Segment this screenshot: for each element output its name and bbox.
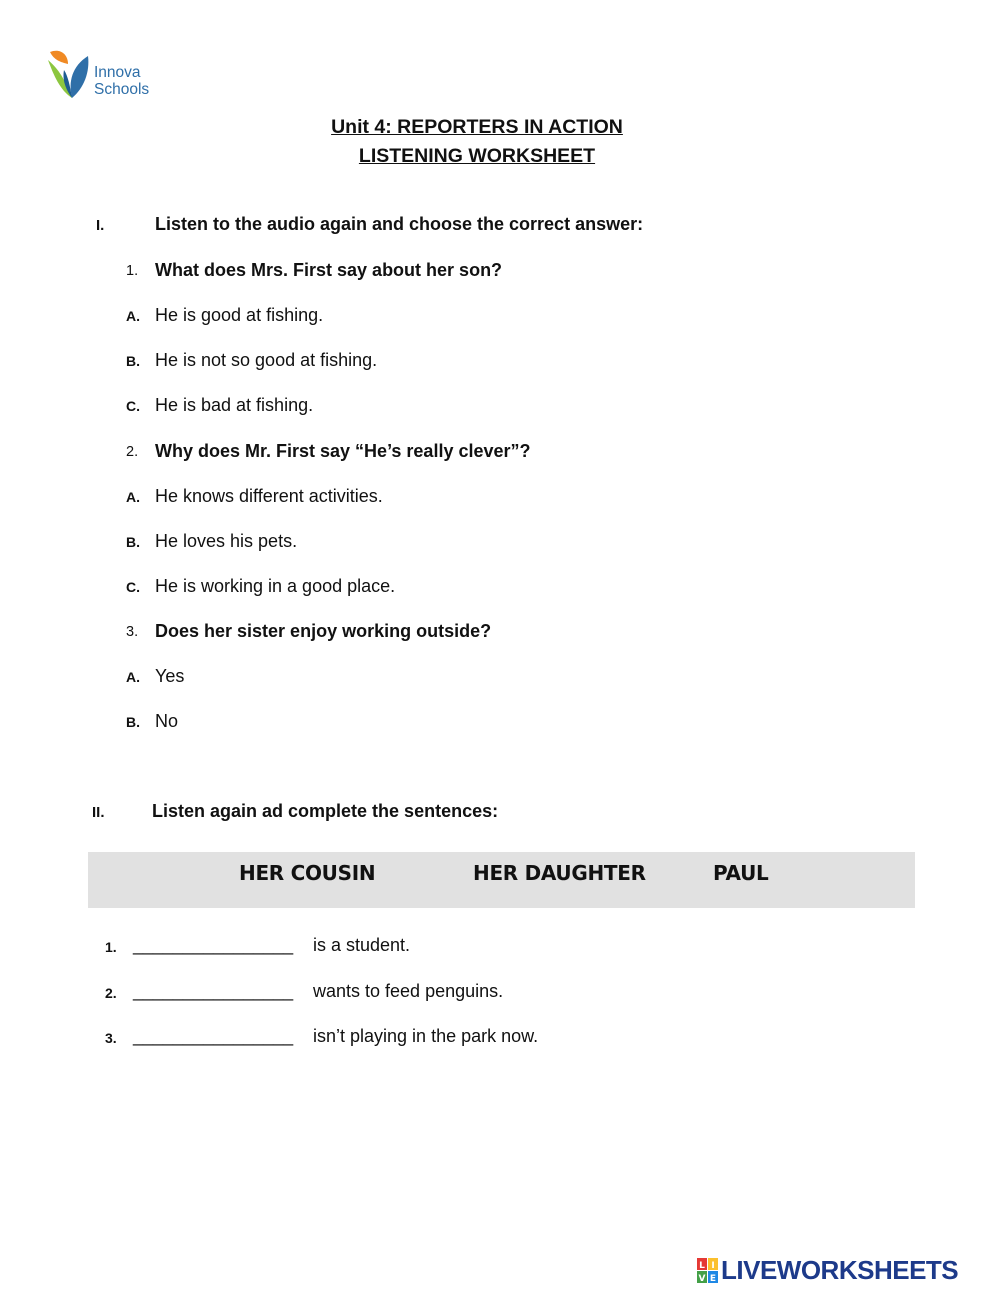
q2-option-c-letter: C. — [126, 579, 140, 595]
word-bank-item[interactable]: HER DAUGHTER — [473, 861, 646, 885]
question-1-text: What does Mrs. First say about her son? — [155, 260, 503, 280]
question-3-number: 3. — [126, 624, 139, 640]
sentence-1-text: is a student. — [313, 935, 411, 955]
word-bank-item[interactable]: PAUL — [713, 861, 769, 885]
badge-letter: V — [698, 1274, 706, 1284]
liveworksheets-wordmark: LIVEWORKSHEETS — [721, 1255, 959, 1285]
sentence-1-number: 1. — [105, 939, 117, 955]
q3-option-a[interactable]: Yes — [155, 666, 185, 686]
q3-option-b[interactable]: No — [155, 711, 179, 731]
badge-letter: E — [709, 1274, 717, 1284]
sentence-1-blank[interactable]: ________________ — [133, 935, 294, 955]
question-1-number: 1. — [126, 263, 139, 279]
word-bank — [88, 852, 915, 908]
section-1-instruction: Listen to the audio again and choose the correct answer: — [155, 214, 644, 234]
sentence-3-text: isn’t playing in the park now. — [313, 1026, 539, 1046]
q2-option-b-letter: B. — [126, 534, 140, 550]
q1-option-c[interactable]: He is bad at fishing. — [155, 395, 314, 415]
sentence-2-number: 2. — [105, 985, 117, 1001]
q1-option-c-letter: C. — [126, 398, 140, 414]
sentence-3-blank[interactable]: ________________ — [133, 1026, 294, 1046]
q1-option-b-letter: B. — [126, 353, 140, 369]
innova-schools-logo — [46, 46, 161, 102]
q2-option-a[interactable]: He knows different activities. — [155, 486, 383, 506]
section-2-number: II. — [92, 804, 105, 821]
liveworksheets-badge-icon — [697, 1258, 719, 1284]
badge-letter: L — [699, 1261, 705, 1271]
badge-letter: I — [711, 1261, 715, 1271]
section-2-instruction: Listen again ad complete the sentences: — [152, 801, 499, 821]
section-1-number: I. — [96, 217, 105, 234]
q1-option-b[interactable]: He is not so good at fishing. — [155, 350, 378, 370]
question-2-number: 2. — [126, 444, 139, 460]
q2-option-a-letter: A. — [126, 489, 140, 505]
logo-line-2: Schools — [94, 81, 150, 98]
q2-option-b[interactable]: He loves his pets. — [155, 531, 298, 551]
sentence-2-blank[interactable]: ________________ — [133, 981, 294, 1001]
q1-option-a-letter: A. — [126, 308, 140, 324]
word-bank-item[interactable]: HER COUSIN — [239, 861, 376, 885]
sentence-3-number: 3. — [105, 1030, 117, 1046]
q2-option-c[interactable]: He is working in a good place. — [155, 576, 396, 596]
logo-line-1: Innova — [94, 64, 141, 81]
question-2-text: Why does Mr. First say “He’s really clever”? — [155, 441, 531, 461]
q3-option-a-letter: A. — [126, 669, 140, 685]
sentence-2-text: wants to feed penguins. — [313, 981, 504, 1001]
worksheet-subtitle: LISTENING WORKSHEET — [358, 145, 596, 167]
q3-option-b-letter: B. — [126, 714, 140, 730]
innova-leaf-icon — [46, 46, 92, 102]
q1-option-a[interactable]: He is good at fishing. — [155, 305, 324, 325]
question-3-text: Does her sister enjoy working outside? — [155, 621, 492, 641]
worksheet-title: Unit 4: REPORTERS IN ACTION — [331, 116, 623, 138]
